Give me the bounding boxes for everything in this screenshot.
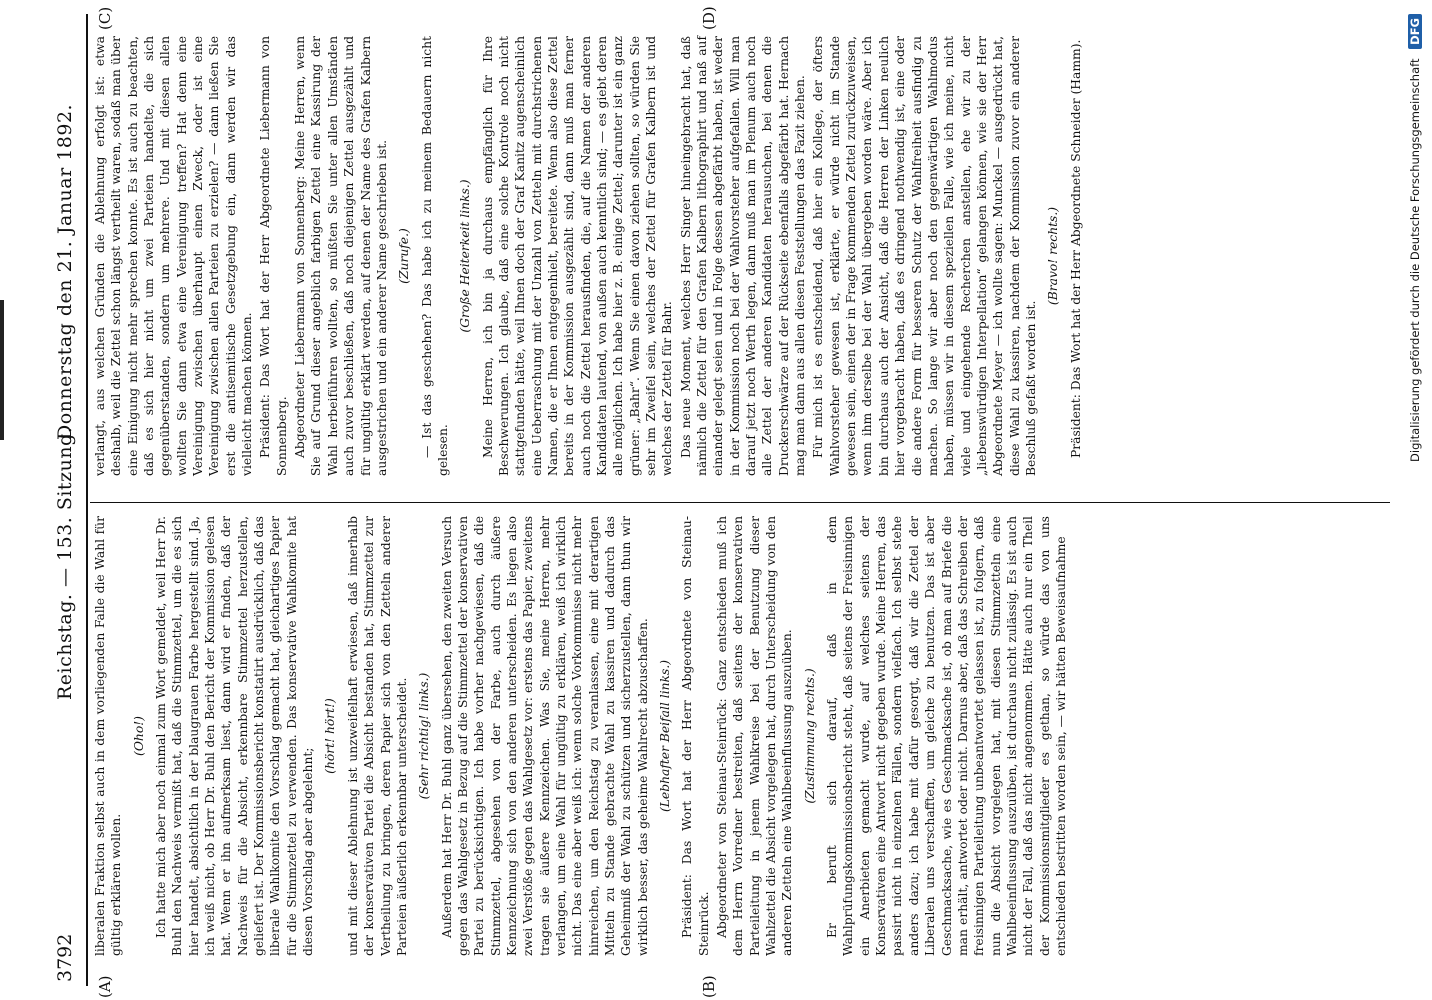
- interjection: (hört! hört!): [323, 698, 338, 774]
- paragraph: Für mich ist es entscheidend, daß hier ein Kollege, der öfters Wahlvorsteher gewesen ist, erklärte, er würde nicht im Stande gewesen sein, einen der in Frage kommenden Zettel zurückzuweisen, wenn ihm derselbe bei der Wahl übergeben worden wäre. Aber ich bin durchaus auch der Ansicht, daß die Herren der Linken neulich hier vorgebracht haben, daß es dringend nothwendig ist, eine oder die andere Form für besseren Schutz der Wahlfreiheit ausfindig zu machen. So lange wir aber noch den gegenwärtigen Wahlmodus haben, müssen wir in diesem speziellen Falle, wie ich meine, nicht viele und eingehende Recherchen anstellen, ehe wir zu der „liebenswürdigen Interpellation“ gelangen können, wie sie der Herr Abgeordnete Meyer — ich wollte sagen: Munckel — ausgedrückt hat, diese Wahl zu kassiren, nachdem der Kommission zuvor ein anderer Beschluß gefaßt worden ist.: [811, 36, 1038, 476]
- speaker-announcement: Präsident: Das Wort hat der Herr Abgeordnete Liebermann von Sonnenberg.: [258, 36, 289, 476]
- session-title: Reichstag. — 153. Sitzung.: [54, 426, 76, 700]
- paragraph: Außerdem hat Herr Dr. Buhl ganz übersehen, den zweiten Versuch gegen das Wahlgesetz in Bezug auf die Stimmzettel der konservativen Partei zu berücksichtigen. Ich habe vorher nachgewiesen, daß die Stimmzettel, abgesehen von der Farbe, auch durch äußere Kennzeichnung sich von den anderen unterscheiden. Es liegen also zwei Verstöße gegen das Wahlgesetz vor: erstens das Papier, zweitens tragen sie äußere Kennzeichen. Was Sie, meine Herren, mehr verlangen, um eine Wahl für ungültig zu erklären, weiß ich wirklich nicht. Das eine aber weiß ich: wenn solche Vorkommnisse nicht mehr hinreichen, um den Reichstag zu veranlassen, eine mit derartigen Mitteln zu Stande gebrachte Wahl zu kassiren und dadurch das Geheimniß der Wahl zu schützen und sicherzustellen, dann thun wir wirklich besser, das geheime Wahlrecht abzuschaffen.: [439, 516, 650, 956]
- margin-mark-c: (C): [96, 6, 114, 30]
- top-edge-mark: [0, 300, 4, 440]
- margin-mark-a: (A): [96, 975, 114, 998]
- header-rule: [86, 14, 88, 986]
- interjection: (Zurufe.): [397, 228, 412, 284]
- paragraph: verlangt, aus welchen Gründen die Ablehnung erfolgt ist: etwa deshalb, weil die Zettel schon längst vertheilt waren, sodaß man über eine Einigung nicht mehr sprechen konnte. Es ist auch zu beachten, daß es sich hier nicht um zwei Parteien handelte, die sich gegenüberstanden, sondern um mehrere. Und mit diesen allen wollten Sie dann etwa eine Vereinigung treffen? Hat denn eine Vereinigung zwischen überhaupt einen Zweck, oder ist eine Vereinigung zwischen allen Parteien zu erzielen? — dann ließen Sie erst die antisemitische Gesetzgebung ein, dann werden wir das vielleicht machen können.: [93, 36, 255, 476]
- paragraph: Meine Herren, ich bin ja durchaus empfänglich für Ihre Beschwerungen. Ich glaube, daß eine solche Kontrole noch nicht stattgefunden hätte, weil Ihnen doch der Graf Kanitz augenscheinlich eine Ueberraschung mit der Unzahl von Zetteln mit durchstrichenen Namen, die er Ihnen entgegenhielt, bereitete. Wenn also diese Zettel bereits in der Kommission ausgezählt sind, dann muß man ferner auch noch die Zettel herausfinden, die, auf die Namen der anderen Kandidaten lautend, von außen auch kenntlich sind; — es giebt deren alle möglichen. Ich habe hier z. B. einige Zettel; darunter ist ein ganz grüner: „Bahr“. Wenn Sie einen davon ziehen sollten, so würden Sie sehr im Zweifel sein, welches der Zettel für Grafen Kalbern ist und welches der Zettel für Bahr.: [480, 36, 675, 476]
- right-column: [92, 36, 1086, 476]
- paragraph: — Ist das geschehen? Das habe ich zu meinem Bedauern nicht gelesen.: [419, 36, 450, 476]
- speaker-announcement: Präsident: Das Wort hat der Herr Abgeordnete von Steinau-Steinrück.: [680, 516, 711, 956]
- margin-mark-d: (D): [700, 6, 718, 30]
- interjection: (Lebhafter Beifall links.): [658, 659, 672, 813]
- interjection: (Oho!): [131, 716, 146, 756]
- interjection: (Zustimmung rechts.): [802, 668, 817, 804]
- left-column: [92, 516, 1071, 956]
- paragraph: und mit dieser Ablehnung ist unzweifelhaft erwiesen, daß innerhalb der konservativen Partei die Absicht bestanden hat, Stimmzettel zur Vertheilung zu bringen, deren Papier sich von den Zetteln anderer Parteien äußerlich erkennbar unterscheidet.: [345, 516, 409, 956]
- interjection: (Große Heiterkeit links.): [458, 179, 473, 333]
- interjection: (Bravo! rechts.): [1046, 206, 1061, 306]
- paragraph: Das neue Moment, welches Herr Singer hineingebracht hat, daß nämlich die Zettel für den Grafen Kalbern lithographirt und naß auf einander gelegt seien und in Folge dessen abgefärbt haben, ist weder in der Kommission noch bei der Wahlvorsteher aufgefallen. Will man darauf jetzt noch Werth legen, dann muß man im Plenum auch noch alle Zettel der anderen Kandidaten herausuchen, bei denen die Druckerschwärze auf der Rückseite ebenfalls abgefärbt hat. Hernach mag man dann aus allen diesen Feststellungen das Fazit ziehen.: [678, 36, 808, 476]
- paragraph: Abgeordneter von Steinau-Steinrück: Ganz entschieden muß ich dem Herrn Vorredner bestreiten, daß seitens der konservativen Parteileitung in jenem Wahlkreise bei der Benutzung dieser Wahlzettel die Absicht vorgelegen hat, durch Unterscheidung von den anderen Zetteln eine Wahlbeeinflussung auszuüben.: [715, 516, 795, 956]
- running-header: [54, 0, 80, 1000]
- paragraph: Er beruft sich darauf, daß in dem Wahlprüfungskommissionsbericht steht, daß seitens der Freisinnigen ein Anerbieten gemacht wurde, auf welches seitens der Konservativen eine Antwort nicht gegeben wurde. Meine Herren, das passirt nicht in einzelnen Fällen, sondern vielfach. Ich selbst stehe anders dazu; ich habe mit dafür gesorgt, daß wir die Zettel der Liberalen uns verschafften, um gleiche zu benutzen. Das ist aber Geschmacksache, wie es Geschmacksache ist, ob man auf Briefe die man erhält, antwortet oder nicht. Darnus aber, daß das Schreiben der freisinnigen Parteileitung unbeantwortet gelassen ist, zu folgern, daß nun die Absicht vorgelegen hat, mit diesen Stimmzetteln eine Wahlbeeinflussung auszuüben, ist durchaus nicht zulässig. Es ist auch nicht der Fall, daß das nicht angenommen. Hätte auch nur ein Theil der Kommissionsmitglieder es gethan, so würde das von uns entschieden bestritten worden sein, — wir hätten Beweisaufnahme: [825, 516, 1068, 956]
- credit-text: Digitalisierung gefördert durch die Deutsche Forschungsgemeinschaft: [1408, 58, 1422, 462]
- session-date: Donnerstag den 21. Januar 1892.: [54, 103, 76, 440]
- paragraph: Abgeordneter Liebermann von Sonnenberg: Meine Herren, wenn Sie auf Grund dieser angeblich farbigen Zettel eine Kassirung der Wahl herbeiführen wollten, so müßten Sie unter allen Umständen auch zuvor beschließen, daß noch diejenigen Zettel ausgezählt und für ungültig erklärt werden, auf denen der Name des Grafen Kalbern ausgestrichen und ein anderer Name geschrieben ist.: [293, 36, 389, 476]
- page-number: 3792: [54, 933, 76, 982]
- speaker-announcement: Präsident: Das Wort hat der Herr Abgeordnete Schneider (Hamm).: [1068, 39, 1083, 458]
- dfg-logo: DFG: [1408, 14, 1422, 49]
- interjection: (Sehr richtig! links.): [417, 672, 432, 800]
- margin-mark-b: (B): [700, 975, 718, 998]
- credit-line: [1408, 14, 1422, 462]
- paragraph: Ich hatte mich aber noch einmal zum Wort gemeldet, weil Herr Dr. Buhl den Nachweis vermißt hat, daß die Stimmzettel, um die es sich hier handelt, absichtlich in der blaugrauen Farbe hergestellt sind. Ja, ich weiß nicht, ob Herr Dr. Buhl den Bericht der Kommission gelesen hat. Wenn er ihn aufmerksam liest, dann wird er finden, daß der Nachweis für die Absicht, erkennbare Stimmzettel herzustellen, geliefert ist. Der Kommissionsbericht konstatirt ausdrücklich, daß das liberale Wahlkomite den Vorschlag gemacht hat, gleichartiges Papier für die Stimmzettel zu verwenden. Das konservative Wahlkomite hat diesen Vorschlag aber abgelehnt;: [154, 516, 316, 956]
- digitization-credit: [1408, 0, 1428, 1000]
- paragraph: liberalen Fraktion selbst auch in dem vorliegenden Falle die Wahl für gültig erklären wollen.: [93, 516, 124, 956]
- column-divider: [90, 502, 1390, 503]
